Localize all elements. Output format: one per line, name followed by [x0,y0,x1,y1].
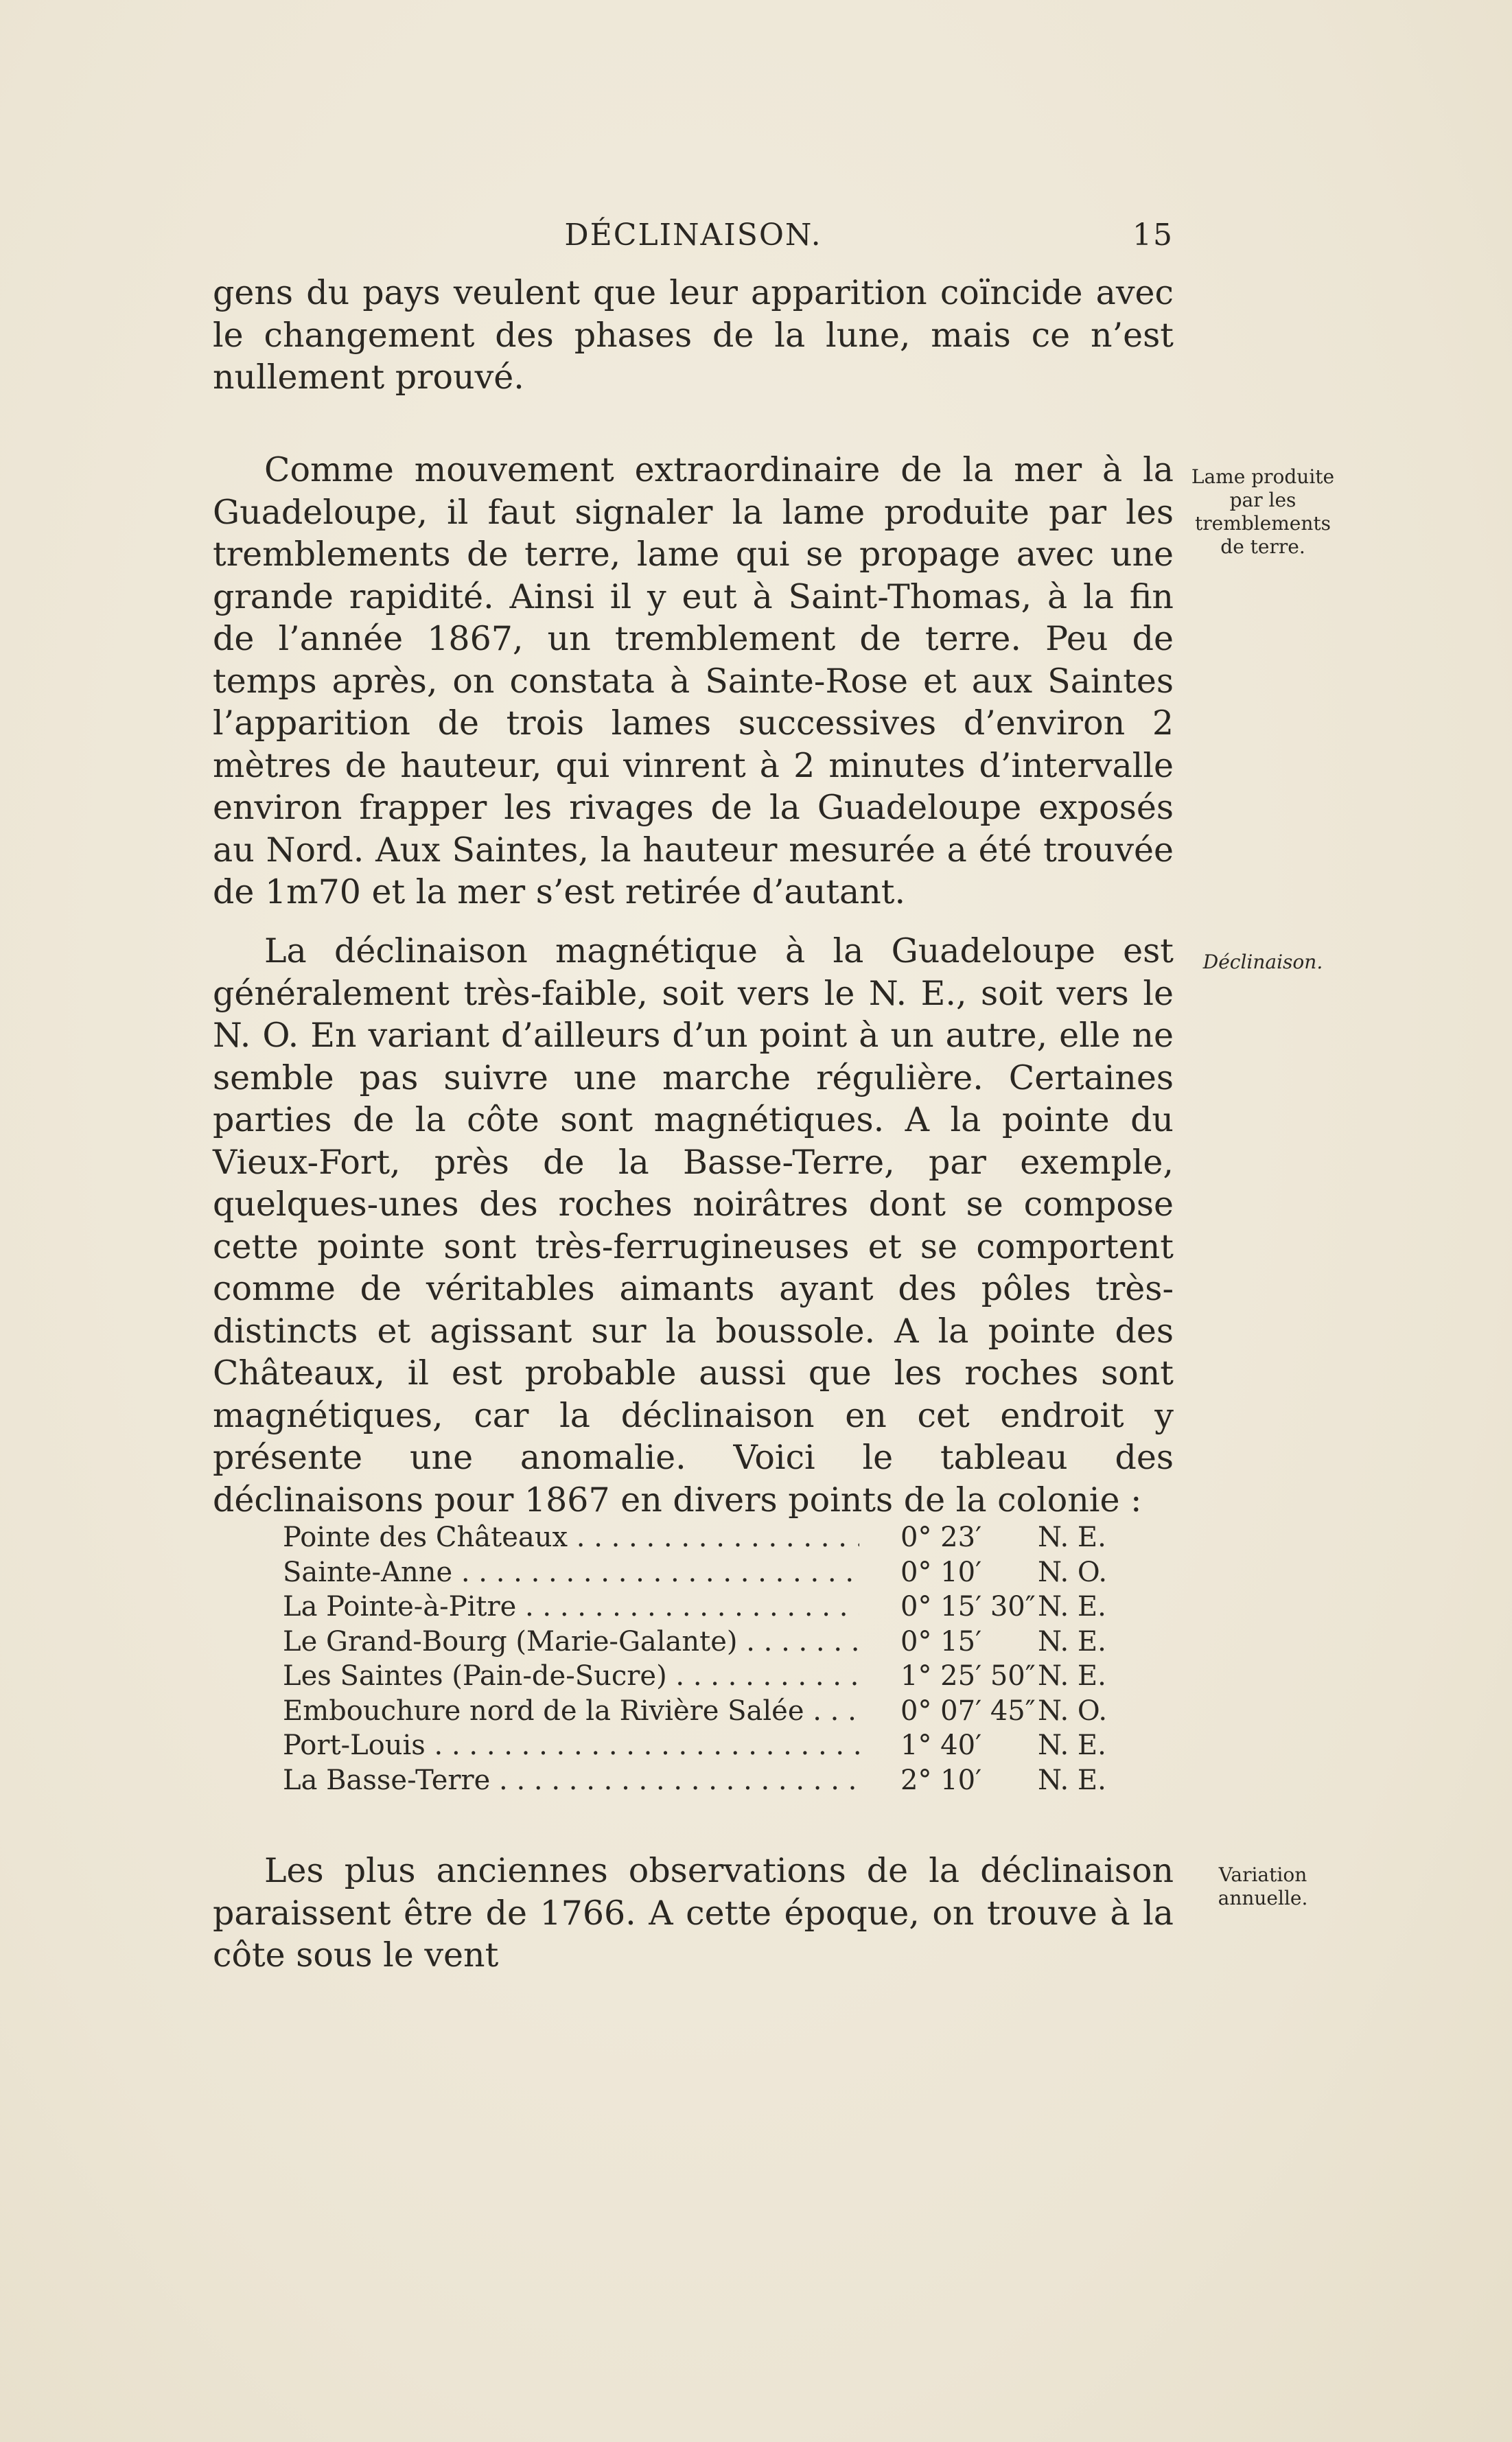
table-cell-direction: N. E. [1038,1730,1106,1761]
table-cell-place: La Basse-Terre . . . [283,1763,859,1798]
table-cell-direction: N. E. [1038,1625,1106,1658]
paragraph-continuation: gens du pays veulent que leur apparition coïncide avec le changement des phases de la lune, mais ce n’est nullement prouvé. [213,273,1174,397]
table-row [283,1694,1182,1729]
table-cell-direction: N. E. [1038,1591,1106,1623]
table-row [283,1555,1182,1590]
table-cell-angle: 0° 15′ [900,1625,982,1658]
running-title: DÉCLINAISON. [564,218,822,253]
table-cell-direction: N. O. [1038,1556,1108,1588]
table-cell-place: Le Grand-Bourg (Marie-Galante) . . . [283,1625,859,1660]
table-row [283,1728,1182,1763]
table-cell-angle: 0° 10′ [900,1556,982,1588]
table-cell-angle: 0° 15′ 30″ [900,1591,1036,1623]
table-cell-angle: 2° 10′ [900,1764,982,1796]
margin-note-lame: Lame produite par les tremblements de terre. [1191,465,1335,558]
table-cell-place: Sainte-Anne . . . [283,1555,859,1590]
table-cell-direction: N. E. [1038,1522,1106,1553]
table-cell-angle: 0° 23′ [900,1522,982,1553]
table-row [283,1520,1182,1555]
table-cell-place: Pointe des Châteaux . . . [283,1520,859,1555]
table-cell-angle: 1° 25′ 50″ [900,1660,1036,1692]
table-cell-place: Embouchure nord de la Rivière Salée . . . [283,1694,859,1729]
table-cell-place: La Pointe-à-Pitre . . . [283,1590,859,1625]
table-cell-place: Les Saintes (Pain-de-Sucre) . . . [283,1659,859,1694]
table-cell-place: Port-Louis . . . [283,1728,859,1763]
page-number: 15 [1132,218,1174,253]
margin-note-variation: Variation annuelle. [1218,1863,1308,1909]
table-cell-direction: N. O. [1038,1695,1108,1727]
paragraph-declinaison: La déclinaison magnétique à la Guadeloupe est généralement très-faible, soit vers le N. E., soit vers le N. O. En variant d’ailleurs d’un point à un autre, elle ne semble pas suivre une marche régulière. Certaines parties de la côte sont magnétiques. A la pointe du Vieux-Fort, près de la Basse-Terre, par exemple, quelques-unes des roches noirâtres dont se compose cette pointe sont très-ferrugineuses et se comportent comme de véritables aimants ayant des pôles très-distincts et agissant sur la boussole. A la pointe des Châteaux, il est probable aussi que les roches sont magnétiques, car la déclinaison en cet endroit y présente une anomalie. Voici le tableau des déclinaisons pour 1867 en divers points de la colonie : [213,931,1174,1520]
table-row [283,1763,1182,1798]
margin-note-declinaison: Déclinaison. [1202,951,1323,973]
declination-table [283,1520,1182,1798]
table-row [283,1659,1182,1694]
table-cell-angle: 1° 40′ [900,1730,982,1761]
paragraph-lame: Comme mouvement extraordinaire de la mer à la Guadeloupe, il faut signaler la lame produite par les tremblements de terre, lame qui se propage avec une grande rapidité. Ainsi il y eut à Saint-Thomas, à la fin de l’année 1867, un tremblement de terre. Peu de temps après, on constata à Sainte-Rose et aux Saintes l’apparition de trois lames successives d’environ 2 mètres de hauteur, qui vinrent à 2 minutes d’intervalle environ frapper les rivages de la Guadeloupe exposés au Nord. Aux Saintes, la hauteur mesurée a été trouvée de 1m70 et la mer s’est retirée d’autant. [213,450,1174,911]
table-row [283,1590,1182,1625]
table-cell-direction: N. E. [1038,1660,1106,1692]
page-header [213,209,1174,257]
table-cell-angle: 0° 07′ 45″ [900,1695,1036,1727]
paragraph-variation: Les plus anciennes observations de la déclinaison paraissent être de 1766. A cette époque, on trouve à la côte sous le vent [213,1851,1174,1975]
table-row [283,1625,1182,1660]
table-cell-direction: N. E. [1038,1764,1106,1796]
